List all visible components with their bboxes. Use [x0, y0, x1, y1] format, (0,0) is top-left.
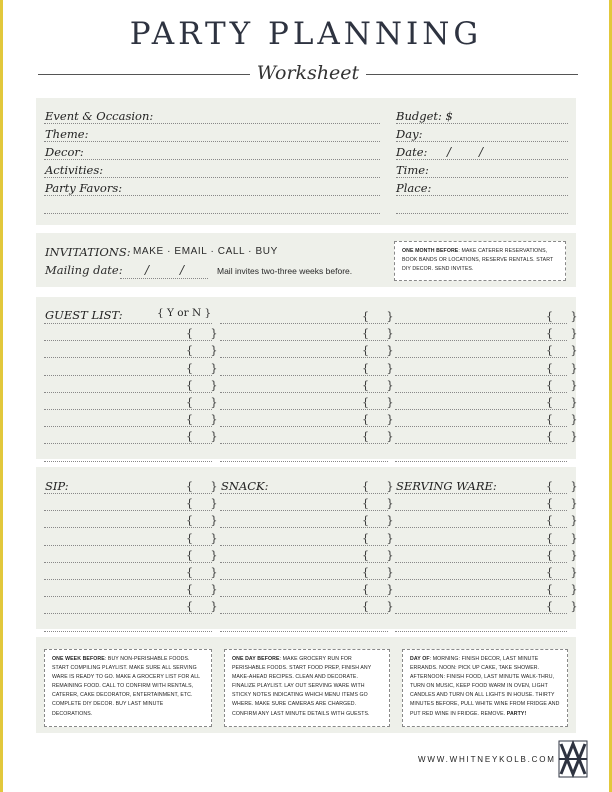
- date-slash: /: [479, 145, 484, 159]
- list-entry-line[interactable]: [395, 545, 567, 546]
- event-fill-line[interactable]: [396, 177, 568, 178]
- list-entry-line[interactable]: [44, 579, 212, 580]
- list-entry-line[interactable]: [44, 493, 212, 494]
- yes-no-checkbox[interactable]: { }: [362, 310, 394, 323]
- list-entry-line[interactable]: [395, 357, 567, 358]
- list-entry-line[interactable]: [395, 562, 567, 563]
- yes-no-checkbox[interactable]: { }: [186, 344, 218, 358]
- list-entry-line[interactable]: [220, 493, 388, 494]
- list-entry-line[interactable]: [220, 357, 388, 358]
- yes-no-checkbox[interactable]: { }: [186, 327, 218, 341]
- list-entry-line[interactable]: [220, 596, 388, 597]
- list-entry-line[interactable]: [395, 613, 567, 614]
- invitations-label: INVITATIONS:: [45, 245, 131, 259]
- list-entry-line[interactable]: [44, 510, 212, 511]
- day-of-note: [402, 649, 568, 727]
- list-entry-line[interactable]: [220, 510, 388, 511]
- list-entry-line[interactable]: [220, 631, 388, 632]
- yes-no-checkbox[interactable]: { }: [186, 548, 218, 562]
- yes-no-checkbox[interactable]: { }: [546, 480, 578, 493]
- page-subtitle: Worksheet: [256, 62, 360, 84]
- day-of-text: : MORNING: FINISH DECOR, LAST MINUTE ERRANDS. NOON: PICK UP CAKE, TAKE SHOWER. AFTERNOON: FINISH FOOD, LAST MINUTE WALK-THRU, TURN ON MUSIC, KEEP FOOD WARM IN OVEN, LIGHT CANDLES AND TURN ON ALL LIGHTS IN HOUSE. THIRTY MINUTES BEFORE, PULL WHITE WINE FROM FRIDGE AND PUT RED WINE IN FRIDGE. REMOVE.: [410, 656, 560, 717]
- one-week-heading: ONE WEEK BEFORE: [52, 656, 105, 662]
- list-entry-line[interactable]: [44, 392, 212, 393]
- event-fill-line[interactable]: [44, 123, 380, 124]
- yes-no-checkbox[interactable]: { }: [546, 583, 578, 597]
- list-entry-line[interactable]: [395, 392, 567, 393]
- yes-no-checkbox[interactable]: { }: [362, 531, 394, 545]
- list-entry-line[interactable]: [220, 392, 388, 393]
- yes-no-header: { Y or N }: [157, 307, 212, 319]
- yes-no-checkbox[interactable]: { }: [362, 396, 394, 409]
- list-entry-line[interactable]: [220, 545, 388, 546]
- event-details-panel: [36, 98, 576, 225]
- yes-no-checkbox[interactable]: { }: [546, 310, 578, 323]
- list-entry-line[interactable]: [395, 443, 567, 444]
- event-fill-line[interactable]: [396, 159, 568, 160]
- event-fill-line[interactable]: [396, 195, 568, 196]
- day-of-heading: DAY OF: [410, 656, 430, 662]
- one-week-before-note: [44, 649, 212, 727]
- list-entry-line[interactable]: [220, 527, 388, 528]
- month-before-heading: ONE MONTH BEFORE: [402, 248, 459, 254]
- event-fill-line[interactable]: [44, 159, 380, 160]
- event-field-label: Budget: $: [396, 109, 453, 123]
- list-entry-line[interactable]: [44, 357, 212, 358]
- list-entry-line[interactable]: [44, 461, 212, 462]
- yes-no-checkbox[interactable]: { }: [546, 514, 578, 528]
- yes-no-checkbox[interactable]: { }: [546, 327, 578, 341]
- list-entry-line[interactable]: [395, 579, 567, 580]
- date-slash: /: [447, 145, 452, 159]
- list-entry-line[interactable]: [44, 340, 212, 341]
- list-entry-line[interactable]: [44, 443, 212, 444]
- list-entry-line[interactable]: [395, 631, 567, 632]
- yes-no-checkbox[interactable]: { }: [546, 378, 578, 392]
- yes-no-checkbox[interactable]: { }: [362, 497, 394, 511]
- yes-no-checkbox[interactable]: { }: [186, 361, 218, 375]
- list-entry-line[interactable]: [44, 375, 212, 376]
- event-field-label: Party Favors:: [45, 181, 123, 195]
- party-text: PARTY!: [506, 710, 527, 717]
- list-entry-line[interactable]: [44, 596, 212, 597]
- yes-no-checkbox[interactable]: { }: [546, 396, 578, 409]
- yes-no-checkbox[interactable]: { }: [546, 566, 578, 579]
- yes-no-checkbox[interactable]: { }: [362, 600, 394, 614]
- list-entry-line[interactable]: [395, 409, 567, 410]
- subtitle-row: [38, 62, 578, 86]
- list-entry-line[interactable]: [44, 323, 212, 324]
- mailing-date-line[interactable]: [120, 278, 208, 279]
- yes-no-checkbox[interactable]: { }: [362, 548, 394, 562]
- yes-no-checkbox[interactable]: { }: [546, 600, 578, 614]
- guest-list-panel: [36, 297, 576, 459]
- food-drink-panel: [36, 467, 576, 629]
- date-slash: /: [145, 263, 150, 277]
- event-fill-line[interactable]: [44, 177, 380, 178]
- yes-no-checkbox[interactable]: { }: [546, 413, 578, 427]
- one-day-before-note: [224, 649, 390, 727]
- yes-no-checkbox[interactable]: { }: [546, 497, 578, 511]
- list-entry-line[interactable]: [220, 409, 388, 410]
- list-entry-line[interactable]: [220, 426, 388, 427]
- list-entry-line[interactable]: [395, 493, 567, 494]
- list-entry-line[interactable]: [395, 596, 567, 597]
- sip-label: SIP:: [45, 479, 69, 493]
- month-before-text: : MAKE CATERER RESERVATIONS, BOOK BANDS OR LOCATIONS, RESERVE RENTALS. START DIY DECOR. SEND INVITES.: [402, 248, 554, 273]
- guest-list-label: GUEST LIST:: [45, 308, 123, 322]
- list-entry-line[interactable]: [44, 613, 212, 614]
- list-entry-line[interactable]: [220, 461, 388, 462]
- yes-no-checkbox[interactable]: { }: [362, 378, 394, 392]
- list-entry-line[interactable]: [395, 375, 567, 376]
- yes-no-checkbox[interactable]: { }: [546, 548, 578, 562]
- timeline-panel: [36, 637, 576, 733]
- list-entry-line[interactable]: [220, 323, 388, 324]
- yes-no-checkbox[interactable]: { }: [362, 583, 394, 597]
- yes-no-checkbox[interactable]: { }: [362, 327, 394, 341]
- list-entry-line[interactable]: [395, 323, 567, 324]
- mailing-date-label: Mailing date:: [45, 263, 123, 277]
- event-field-label: Date:: [396, 145, 428, 159]
- list-entry-line[interactable]: [44, 545, 212, 546]
- yes-no-checkbox[interactable]: { }: [362, 361, 394, 375]
- serving-ware-label: SERVING WARE:: [396, 479, 497, 493]
- yes-no-checkbox[interactable]: { }: [362, 514, 394, 528]
- yes-no-checkbox[interactable]: { }: [186, 497, 218, 511]
- event-fill-line[interactable]: [396, 123, 568, 124]
- list-entry-line[interactable]: [44, 631, 212, 632]
- event-field-label: Day:: [396, 127, 423, 141]
- list-entry-line[interactable]: [395, 510, 567, 511]
- list-entry-line[interactable]: [44, 562, 212, 563]
- list-entry-line[interactable]: [395, 461, 567, 462]
- yes-no-checkbox[interactable]: { }: [186, 514, 218, 528]
- yes-no-checkbox[interactable]: { }: [186, 583, 218, 597]
- list-entry-line[interactable]: [395, 340, 567, 341]
- yes-no-checkbox[interactable]: { }: [186, 600, 218, 614]
- event-fill-line[interactable]: [396, 141, 568, 142]
- yes-no-checkbox[interactable]: { }: [362, 566, 394, 579]
- yes-no-checkbox[interactable]: { }: [186, 480, 218, 493]
- yes-no-checkbox[interactable]: { }: [546, 531, 578, 545]
- yes-no-checkbox[interactable]: { }: [186, 430, 218, 444]
- one-day-text: : MAKE GROCERY RUN FOR PERISHABLE FOODS. START FOOD PREP, FINISH ANY MAKE-AHEAD RECIPES. CLEAN AND DECORATE. FINALIZE PLAYLIST. LAY OUT SERVING WARE WITH STICKY NOTES INDICATING WHICH MENU ITEMS GO WHERE. MAKE SURE CAMERAS ARE CHARGED. CONFIRM ANY LAST MINUTE DETAILS WITH GUESTS.: [232, 656, 372, 717]
- page-title: PARTY PLANNING: [129, 16, 483, 52]
- invitations-panel: [36, 233, 576, 287]
- event-fill-line[interactable]: [44, 213, 380, 214]
- yes-no-checkbox[interactable]: { }: [362, 344, 394, 358]
- yes-no-checkbox[interactable]: { }: [546, 361, 578, 375]
- list-entry-line[interactable]: [395, 527, 567, 528]
- invitation-options: MAKE · EMAIL · CALL · BUY: [133, 246, 278, 257]
- event-field-label: Event & Occasion:: [45, 109, 154, 123]
- list-entry-line[interactable]: [220, 443, 388, 444]
- event-fill-line[interactable]: [44, 195, 380, 196]
- yes-no-checkbox[interactable]: { }: [362, 430, 394, 444]
- mail-note: Mail invites two-three weeks before.: [217, 266, 353, 276]
- list-entry-line[interactable]: [44, 527, 212, 528]
- list-entry-line[interactable]: [220, 375, 388, 376]
- one-day-heading: ONE DAY BEFORE: [232, 656, 280, 662]
- yes-no-checkbox[interactable]: { }: [362, 413, 394, 427]
- website-url: WWW.WHITNEYKOLB.COM: [418, 755, 556, 764]
- yes-no-checkbox[interactable]: { }: [546, 344, 578, 358]
- list-entry-line[interactable]: [44, 426, 212, 427]
- yes-no-checkbox[interactable]: { }: [186, 396, 218, 409]
- event-fill-line[interactable]: [396, 213, 568, 214]
- list-entry-line[interactable]: [395, 426, 567, 427]
- event-field-label: Place:: [396, 181, 432, 195]
- event-field-label: Activities:: [45, 163, 104, 177]
- month-before-note: [394, 241, 566, 281]
- list-entry-line[interactable]: [220, 340, 388, 341]
- date-slash: /: [180, 263, 185, 277]
- yes-no-checkbox[interactable]: { }: [186, 566, 218, 579]
- list-entry-line[interactable]: [44, 409, 212, 410]
- snack-label: SNACK:: [221, 479, 269, 493]
- event-field-label: Time:: [396, 163, 429, 177]
- yes-no-checkbox[interactable]: { }: [186, 531, 218, 545]
- event-field-label: Decor:: [45, 145, 84, 159]
- event-fill-line[interactable]: [44, 141, 380, 142]
- wk-monogram-icon: [558, 740, 588, 778]
- yes-no-checkbox[interactable]: { }: [362, 480, 394, 493]
- event-field-label: Theme:: [45, 127, 89, 141]
- yes-no-checkbox[interactable]: { }: [186, 413, 218, 427]
- subtitle-rule-right: [366, 74, 578, 75]
- yes-no-checkbox[interactable]: { }: [186, 378, 218, 392]
- yes-no-checkbox[interactable]: { }: [546, 430, 578, 444]
- list-entry-line[interactable]: [220, 613, 388, 614]
- list-entry-line[interactable]: [220, 562, 388, 563]
- list-entry-line[interactable]: [220, 579, 388, 580]
- one-week-text: : BUY NON-PERISHABLE FOODS. START COMPILING PLAYLIST. MAKE SURE ALL SERVING WARE IS READY TO GO. MAKE A GROCERY LIST FOR ALL REMAINING FOOD. CALL TO CONFIRM WITH RENTALS, CATERER, CAKE DECORATOR, ENTERTAINMENT, ETC. COMPLETE DIY DECOR. BUY LAST MINUTE DECORATIONS.: [52, 656, 200, 717]
